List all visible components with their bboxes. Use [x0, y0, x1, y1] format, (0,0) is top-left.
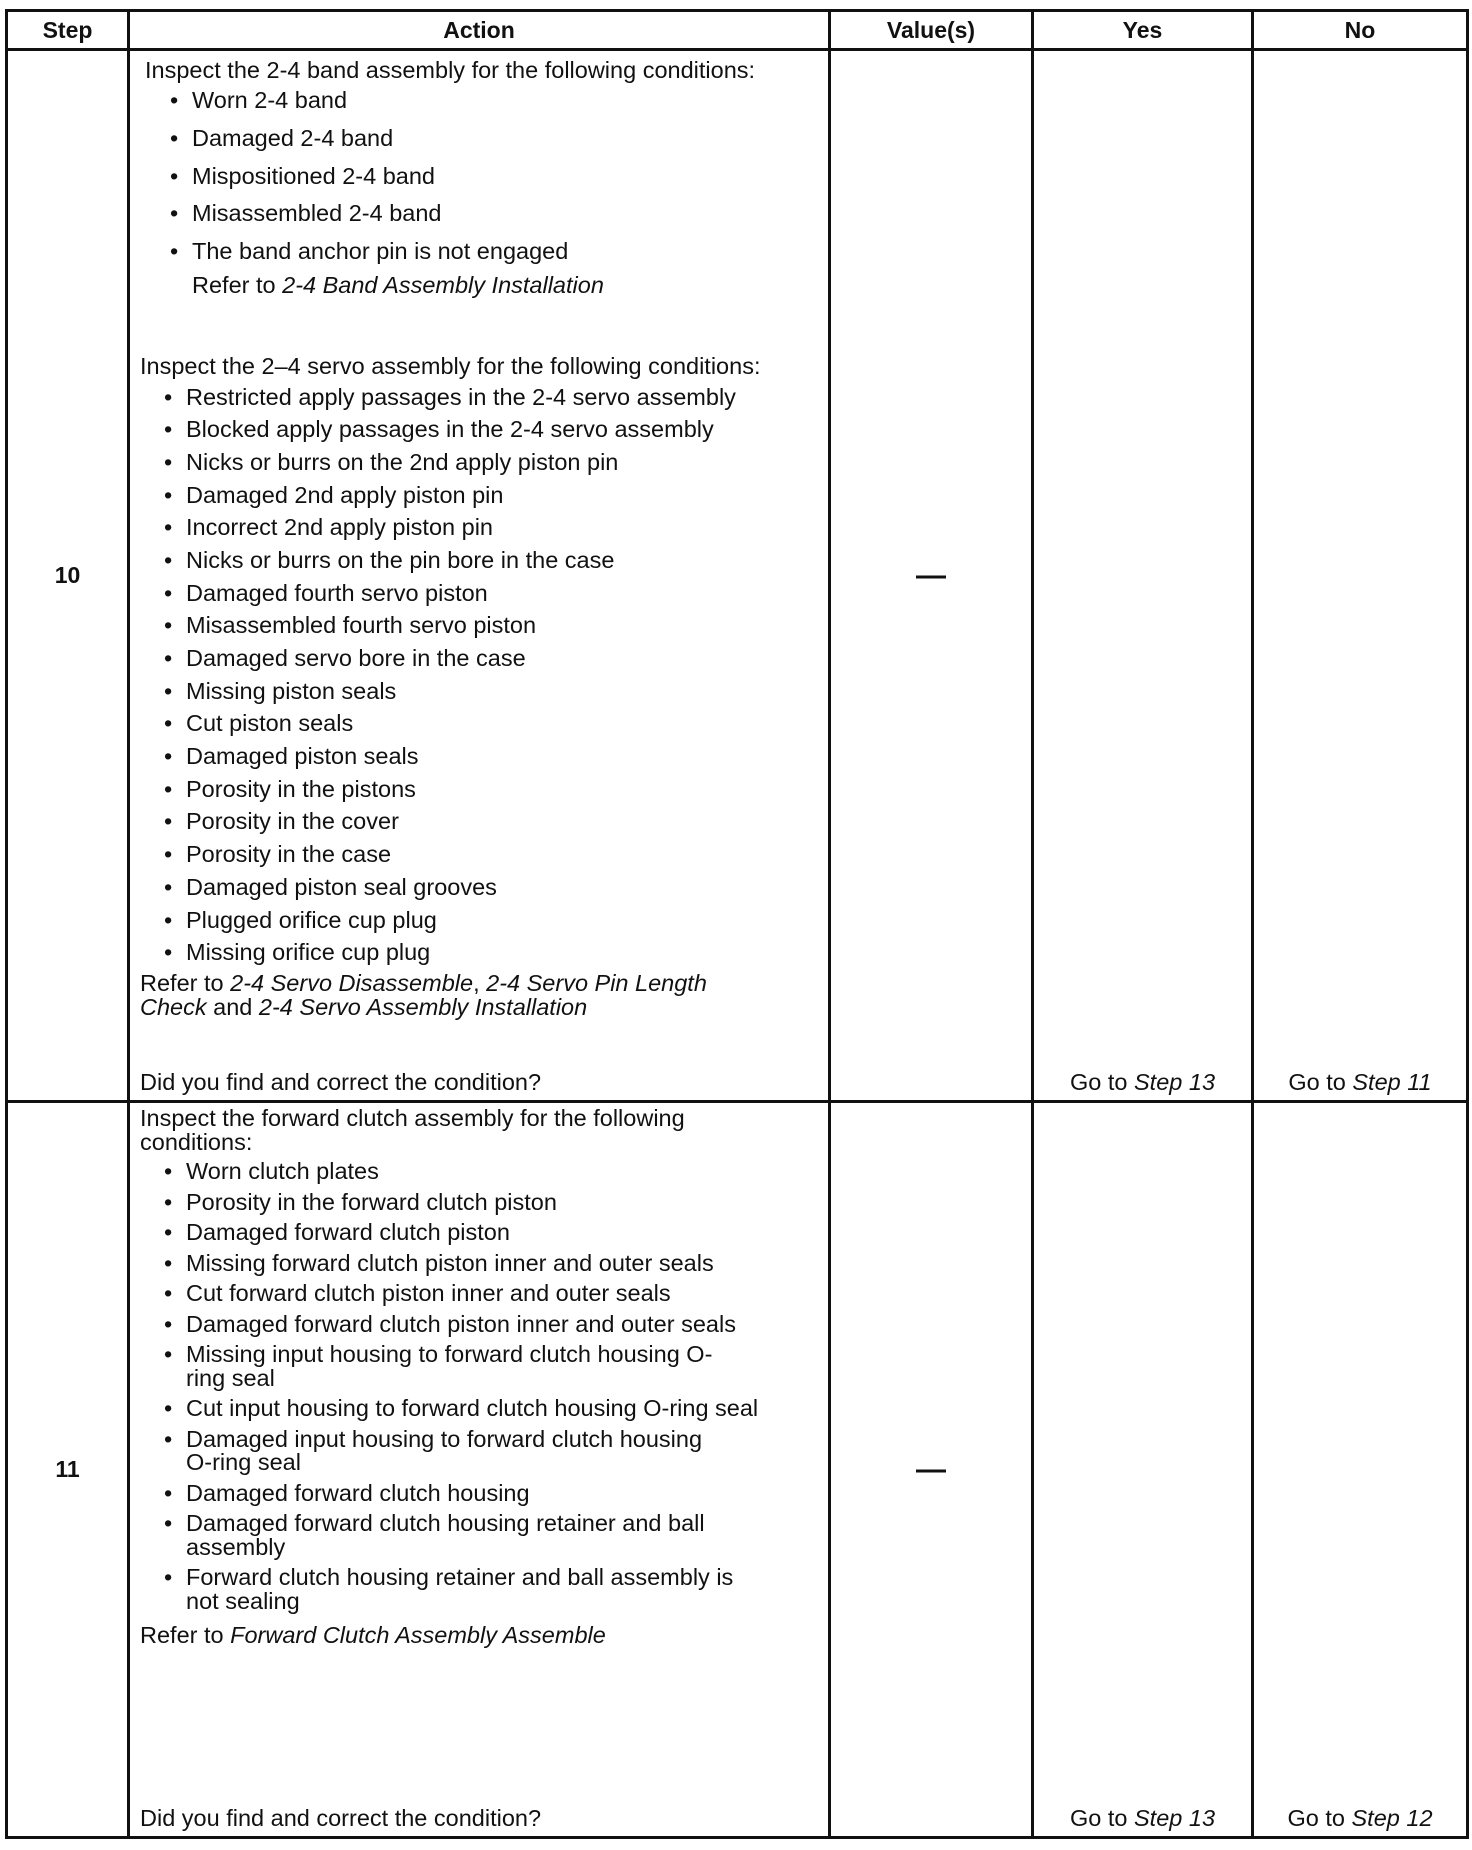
servo-intro: Inspect the 2–4 servo assembly for the following conditions:	[140, 353, 761, 380]
list-item: • Misassembled fourth servo piston	[164, 611, 822, 639]
list-item: • Missing orifice cup plug	[164, 938, 822, 966]
action-cell	[129, 50, 830, 1102]
question-text: Did you find and correct the condition?	[140, 1068, 542, 1095]
header-action: Action	[129, 11, 830, 50]
servo-inspection	[130, 299, 828, 1019]
servo-reference-link-1: 2-4 Servo Disassemble	[230, 970, 474, 997]
band-reference-link: 2-4 Band Assembly Installation	[282, 272, 604, 299]
list-item: • Worn clutch plates	[164, 1160, 792, 1184]
yes-goto-step: Step 13	[1134, 1068, 1216, 1095]
diagnostic-table	[5, 9, 1469, 1839]
list-item: • Mispositioned 2-4 band	[170, 162, 822, 190]
yes-goto: Go to Step 13	[1069, 1804, 1216, 1831]
yes-goto-step: Step 13	[1134, 1804, 1216, 1831]
list-item: • Blocked apply passages in the 2-4 servo assembly	[164, 415, 822, 443]
header-step: Step	[7, 11, 129, 50]
list-item: • Cut piston seals	[164, 709, 822, 737]
header-no: No	[1253, 11, 1468, 50]
no-cell	[1253, 1102, 1468, 1838]
clutch-reference-link: Forward Clutch Assembly Assemble	[230, 1622, 606, 1648]
list-item: • Damaged piston seal grooves	[164, 873, 822, 901]
servo-reference-link-2: 2-4 Servo Pin Length Check	[140, 970, 707, 1020]
list-item: • Damaged 2-4 band	[170, 124, 822, 152]
no-goto: Go to Step 12	[1287, 1804, 1433, 1831]
band-conditions-list	[140, 86, 822, 265]
list-item: • Porosity in the pistons	[164, 775, 822, 803]
step-number: 10	[7, 50, 129, 1102]
list-item: • Damaged forward clutch piston	[164, 1221, 792, 1245]
list-item: • Porosity in the cover	[164, 807, 822, 835]
table-header-row	[7, 11, 1468, 50]
list-item: • Restricted apply passages in the 2-4 servo assembly	[164, 383, 822, 411]
list-item: • Nicks or burrs on the 2nd apply piston pin	[164, 448, 822, 476]
list-item: • Damaged forward clutch housing	[164, 1482, 792, 1506]
action-cell	[129, 1102, 830, 1838]
list-item: • Cut forward clutch piston inner and outer seals	[164, 1282, 792, 1306]
servo-reference-link-3: 2-4 Servo Assembly Installation	[258, 993, 588, 1020]
list-item: • Forward clutch housing retainer and ball assembly is not sealing	[164, 1566, 792, 1613]
clutch-conditions-list	[140, 1160, 822, 1613]
yes-cell	[1033, 1102, 1253, 1838]
list-item: • Misassembled 2-4 band	[170, 199, 822, 227]
no-cell	[1253, 50, 1468, 1102]
band-intro: Inspect the 2-4 band assembly for the following conditions:	[145, 57, 756, 83]
table-row-step-10	[7, 50, 1468, 1102]
clutch-intro: Inspect the forward clutch assembly for the following conditions:	[140, 1105, 685, 1155]
list-item: • Damaged 2nd apply piston pin	[164, 481, 822, 509]
no-goto: Go to Step 11	[1288, 1068, 1432, 1095]
list-item: • Missing input housing to forward clutch housing O-ring seal	[164, 1343, 792, 1390]
list-item: • Cut input housing to forward clutch housing O-ring seal	[164, 1397, 792, 1421]
value-cell: —	[830, 1102, 1033, 1838]
list-item: • Missing forward clutch piston inner and outer seals	[164, 1252, 792, 1276]
header-yes: Yes	[1033, 11, 1253, 50]
list-item: • Porosity in the forward clutch piston	[164, 1191, 792, 1215]
header-values: Value(s)	[830, 11, 1033, 50]
band-reference: Refer to 2-4 Band Assembly Installation	[192, 272, 604, 299]
servo-conditions-list	[140, 383, 822, 967]
list-item: • Damaged forward clutch housing retainer and ball assembly	[164, 1512, 792, 1559]
list-item: • Damaged piston seals	[164, 742, 822, 770]
table-row-step-11	[7, 1102, 1468, 1838]
list-item: • Damaged fourth servo piston	[164, 579, 822, 607]
list-item: • Nicks or burrs on the pin bore in the case	[164, 546, 822, 574]
clutch-reference: Refer to Forward Clutch Assembly Assemble	[140, 1622, 606, 1648]
list-item: • Worn 2-4 band	[170, 86, 822, 114]
list-item: • Plugged orifice cup plug	[164, 906, 822, 934]
list-item: • Incorrect 2nd apply piston pin	[164, 513, 822, 541]
no-goto-step: Step 11	[1352, 1068, 1432, 1095]
step-number: 11	[7, 1102, 129, 1838]
list-item: • Missing piston seals	[164, 677, 822, 705]
yes-goto: Go to Step 13	[1069, 1068, 1216, 1095]
servo-reference: Refer to 2-4 Servo Disassemble, 2-4 Servo Pin Length Check and 2-4 Servo Assembly Installation	[140, 970, 707, 1020]
list-item: • Damaged input housing to forward clutch housing O-ring seal	[164, 1428, 792, 1475]
list-item: • Porosity in the case	[164, 840, 822, 868]
clutch-inspection	[130, 1103, 828, 1649]
value-cell: —	[830, 50, 1033, 1102]
list-item: • Damaged forward clutch piston inner and outer seals	[164, 1313, 792, 1337]
no-goto-step: Step 12	[1351, 1804, 1433, 1831]
question-text: Did you find and correct the condition?	[140, 1804, 542, 1831]
list-item: • The band anchor pin is not engaged	[170, 237, 822, 265]
yes-cell	[1033, 50, 1253, 1102]
band-inspection	[130, 51, 828, 299]
list-item: • Damaged servo bore in the case	[164, 644, 822, 672]
